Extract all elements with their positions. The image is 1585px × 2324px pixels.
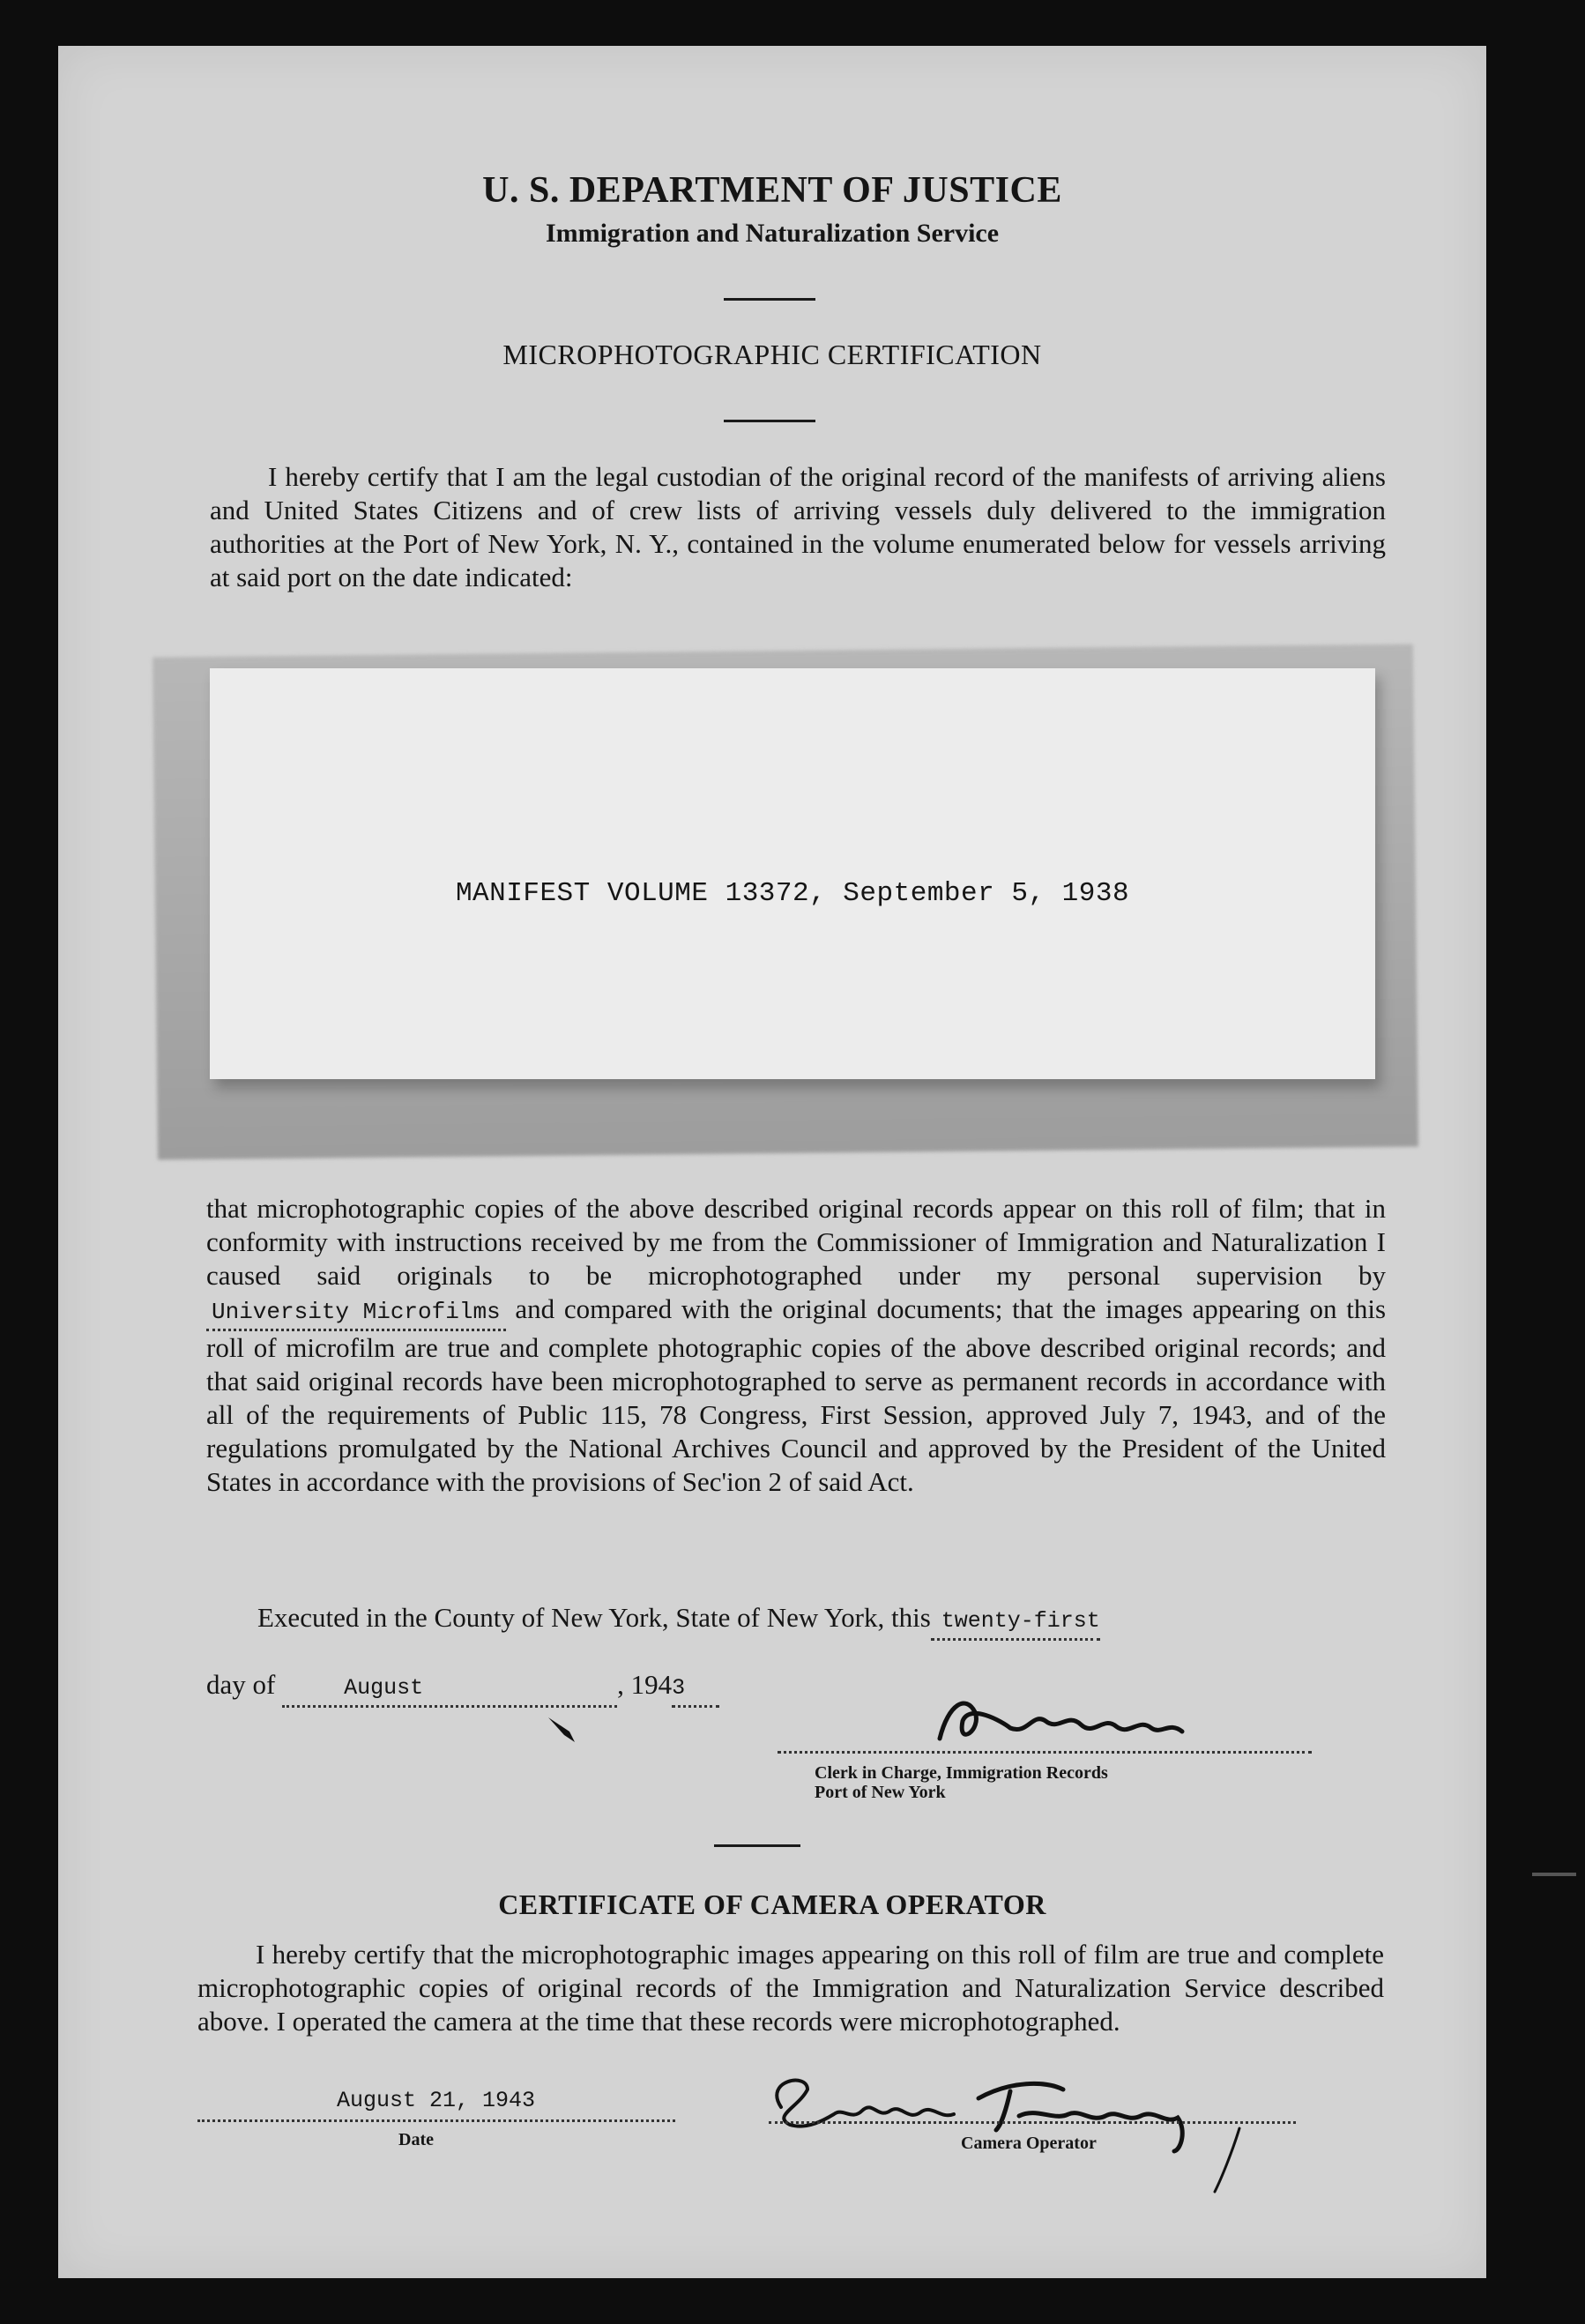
day-of-label: day of	[206, 1669, 276, 1700]
service-subtitle: Immigration and Naturalization Service	[545, 219, 1000, 248]
department-title: U. S. DEPARTMENT OF JUSTICE	[482, 170, 1062, 211]
typed-year-digit: 3	[672, 1672, 719, 1708]
body-paragraph	[206, 1192, 1386, 1499]
typed-date: August 21, 1943	[337, 2088, 536, 2113]
body-text-part2: and compared with the original documents; that the images appearing on this roll of microfilm are true and complete photographic copies of the above described original records; and that said original records have been microphotographed to serve as permanent records in accordance with all of the requirements of Public 115, 78 Congress, First Session, approved July 7, 1943, and of the regulations promulgated by the National Archives Council and approved by the President of the United States in accordance with the provisions of Sec'ion 2 of said Act.	[206, 1293, 1387, 1497]
typed-company: University Microfilms	[206, 1295, 506, 1331]
intro-paragraph: I hereby certify that I am the legal custodian of the original record of the manifests of arriving aliens and United States Citizens and of crew lists of arriving vessels duly delivered to the immigration authorities at the Port of New York, N. Y., contained in the volume enumerated below for vessels arriving at said port on the date indicated:	[210, 461, 1386, 592]
date-label: Date	[398, 2130, 434, 2149]
header-divider	[724, 298, 815, 301]
clerk-title-line2: Port of New York	[815, 1783, 946, 1802]
typed-day: twenty-first	[931, 1605, 1100, 1641]
film-edge-mark	[1532, 1873, 1576, 1876]
operator-signature	[746, 2045, 1310, 2195]
clerk-title-line1: Clerk in Charge, Immigration Records	[815, 1763, 1108, 1783]
executed-line	[257, 1601, 1386, 1641]
section-divider	[714, 1844, 800, 1847]
clerk-signature-line	[778, 1751, 1312, 1754]
certification-title: MICROPHOTOGRAPHIC CERTIFICATION	[502, 339, 1042, 370]
manifest-volume-text: MANIFEST VOLUME 13372, September 5, 1938	[455, 878, 1130, 909]
camera-operator-title: CERTIFICATE OF CAMERA OPERATOR	[498, 1888, 1046, 1920]
clerk-signature	[878, 1686, 1319, 1756]
manifest-inset-card	[210, 668, 1375, 1079]
date-line	[197, 2119, 675, 2122]
typed-month: August	[282, 1672, 617, 1708]
camera-operator-label: Camera Operator	[961, 2134, 1097, 2153]
title-divider	[724, 420, 815, 422]
camera-operator-paragraph: I hereby certify that the microphotographic images appearing on this roll of film are true and complete microphotographic copies of original records of the Immigration and Naturalization Service described above. I operated the camera at the time that these records were microphotographed.	[197, 1939, 1384, 2037]
executed-prefix: Executed in the County of New York, State of New York, this	[257, 1602, 931, 1633]
year-prefix: , 194	[617, 1669, 673, 1700]
operator-signature-line	[769, 2121, 1296, 2124]
ink-mark	[545, 1712, 580, 1747]
body-text-part1: that microphotographic copies of the above described original records appear on this roll of film; that in conformity with instructions received by me from the Commissioner of Immigration and Naturalization I caused said originals to be microphotographed under my personal supervision by	[206, 1193, 1386, 1291]
certificate-sheet	[58, 46, 1486, 2278]
